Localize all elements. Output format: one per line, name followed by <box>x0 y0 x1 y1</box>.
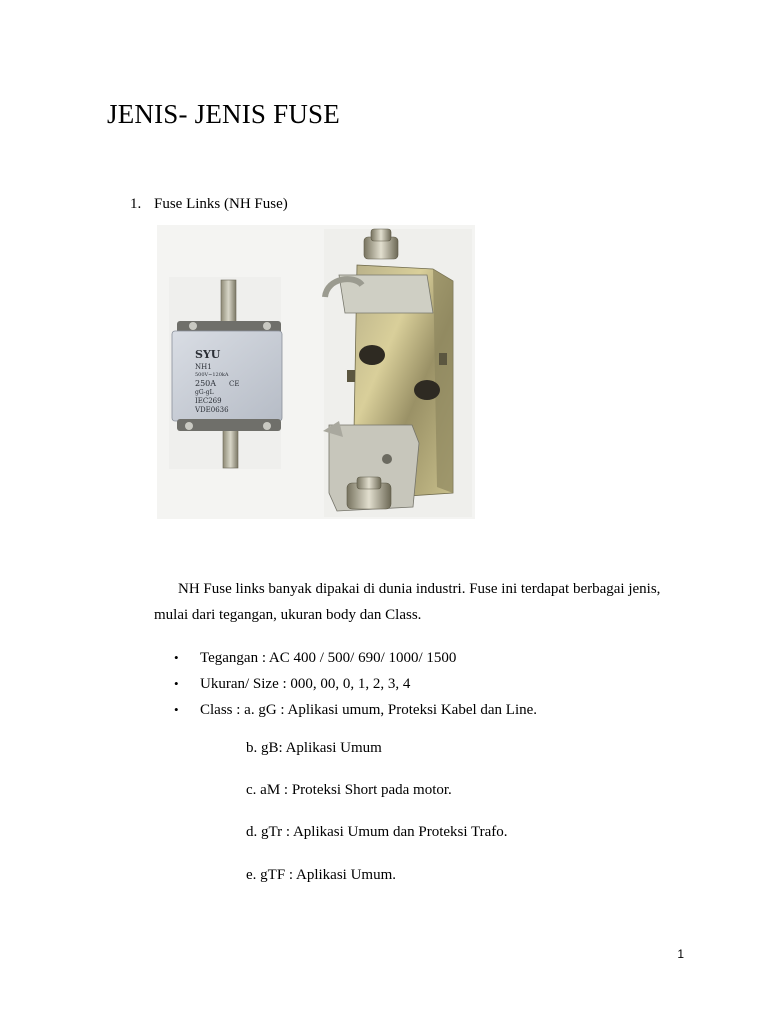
fuse-ce-mark: CE <box>229 380 240 388</box>
bullet-text: Ukuran/ Size : 000, 00, 0, 1, 2, 3, 4 <box>200 676 411 692</box>
page-title: JENIS- JENIS FUSE <box>107 99 340 129</box>
bullet-text: Tegangan : AC 400 / 500/ 690/ 1000/ 1500 <box>200 650 457 666</box>
class-item-gb: b. gB: Aplikasi Umum <box>246 740 382 756</box>
fuse-current: 250A <box>195 379 217 388</box>
paragraph-line-2: mulai dari tegangan, ukuran body dan Class. <box>154 607 422 623</box>
nh-fuse-photo <box>157 225 475 519</box>
section-heading <box>130 196 288 213</box>
spec-list <box>174 645 537 723</box>
fuse-std-vde: VDE0636 <box>195 406 229 414</box>
fuse-std-iec: IEC269 <box>195 397 222 405</box>
section-number: 1. <box>130 196 142 212</box>
class-item-gtf: e. gTF : Aplikasi Umum. <box>246 867 396 883</box>
fuse-model: NH1 <box>195 363 212 371</box>
fuse-rating: 500V~120kA <box>195 372 229 378</box>
fuse-class: gG-gL <box>195 389 214 396</box>
list-item <box>174 645 537 671</box>
list-item <box>174 671 537 697</box>
bullet-icon: • <box>174 650 179 665</box>
class-item-gtr: d. gTr : Aplikasi Umum dan Proteksi Trafo. <box>246 824 508 840</box>
fuse-brand: SYU <box>195 348 221 361</box>
intro-paragraph <box>154 576 694 628</box>
section-label: Fuse Links (NH Fuse) <box>154 196 288 212</box>
list-item <box>174 697 537 723</box>
page-number: 1 <box>677 947 684 961</box>
bullet-text: Class : a. gG : Aplikasi umum, Proteksi Kabel dan Line. <box>200 702 538 718</box>
bullet-icon: • <box>174 702 179 717</box>
class-item-am: c. aM : Proteksi Short pada motor. <box>246 782 452 798</box>
paragraph-line-1: NH Fuse links banyak dipakai di dunia industri. Fuse ini terdapat berbagai jenis, <box>178 581 661 597</box>
bullet-icon: • <box>174 676 179 691</box>
